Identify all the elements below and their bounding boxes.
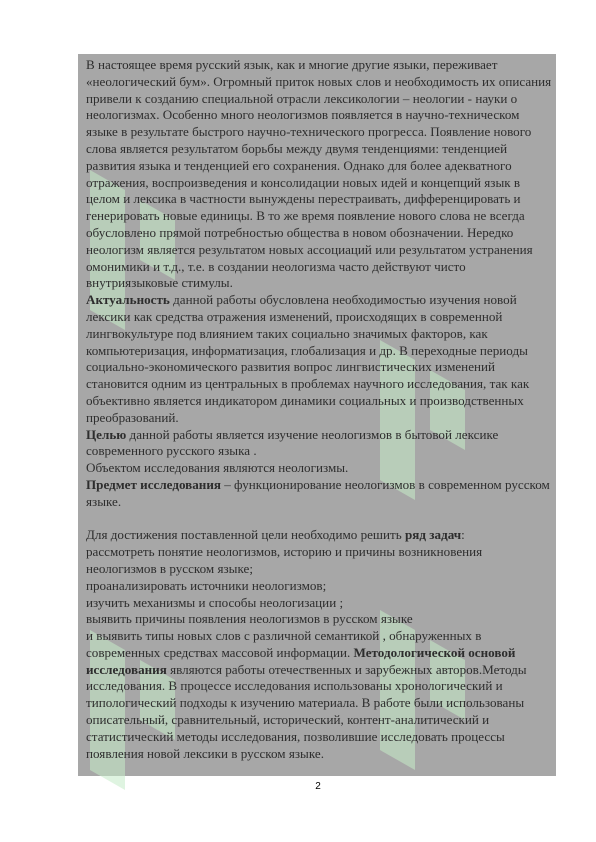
tasks-heading: ряд задач <box>405 527 462 543</box>
goal-paragraph <box>86 427 552 461</box>
task-item: проанализировать источники неологизмов; <box>86 577 327 593</box>
methodology-paragraph <box>86 628 552 762</box>
body-text <box>86 57 552 762</box>
paragraph-gap <box>86 511 552 528</box>
methodology-text: являются работы отечественных и зарубежных авторов.Методы исследования. В процессе исследования использованы хронологический и типологический подходы к изучению материала. В работе были использованы описательный, сравнительный, исторический, контент-аналитический и статистический методы исследования, позволившие исследовать процессы появления новой лексики в русском языке. <box>86 661 527 761</box>
tasks-intro <box>86 527 552 544</box>
tasks-intro-text: Для достижения поставленной цели необходимо решить <box>86 527 405 543</box>
goal-heading: Целью <box>86 426 127 442</box>
tasks-colon: : <box>461 527 465 543</box>
task-item: рассмотреть понятие неологизмов, историю и причины возникновения неологизмов в русском языке; <box>86 544 483 576</box>
task-item: выявить причины появления неологизмов в русском языке <box>86 611 413 627</box>
intro-paragraph: В настоящее время русский язык, как и многие другие языки, переживает «неологический бум». Огромный приток новых слов и необходимость их описания привели к созданию специальной отрасли лексикологии – неологии - науки о неологизмах. Особенно много неологизмов появляется в научно-техническом языке в результате быстрого научно-технического прогресса. Появление нового слова является результатом борьбы между двумя тенденциями: тенденцией развития языка и тенденцией его сохранения. Однако для более адекватного отражения, воспроизведения и консолидации новых идей и концепций язык в целом и лексика в частности вынуждены перестраивать, дифференцировать и генерировать новые единицы. В то же время появление нового слова не всегда обусловлено прямой потребностью общества в новом обозначении. Нередко неологизм является результатом новых ассоциаций или результатом устранения омонимики и т.д., т.е. в создании неологизма часто действуют чисто внутриязыковые стимулы. <box>86 57 552 291</box>
task-item: изучить механизмы и способы неологизации ; <box>86 594 344 610</box>
relevance-paragraph <box>86 292 552 426</box>
relevance-text: данной работы обусловлена необходимостью изучения новой лексики как средства отражения изменений, происходящих в современной лингвокультуре под влиянием таких социально значимых факторов, как компьютеризация, информатизация, глобализация и др. В переходные периоды социально-экономического развития вопрос лингвистических изменений становится одним из центральных в проблемах научного исследования, так как объективно является индикатором динамики социальных и производственных преобразований. <box>86 292 530 425</box>
object-paragraph: Объектом исследования являются неологизмы. <box>86 460 349 476</box>
task-item: и выявить типы новых слов с различной семантикой , обнаруженных в современных средствах массовой информации. <box>86 628 482 660</box>
goal-text: данной работы является изучение неологизмов в бытовой лексике современного русского языка . <box>86 426 499 459</box>
relevance-heading: Актуальность <box>86 292 170 308</box>
page-number: 2 <box>315 781 321 792</box>
subject-paragraph <box>86 477 552 511</box>
subject-heading: Предмет исследования <box>86 476 221 492</box>
subject-text: – функционирование неологизмов в современном русском языке. <box>86 476 550 509</box>
methodology-heading: Методологической основой исследования <box>86 644 516 677</box>
